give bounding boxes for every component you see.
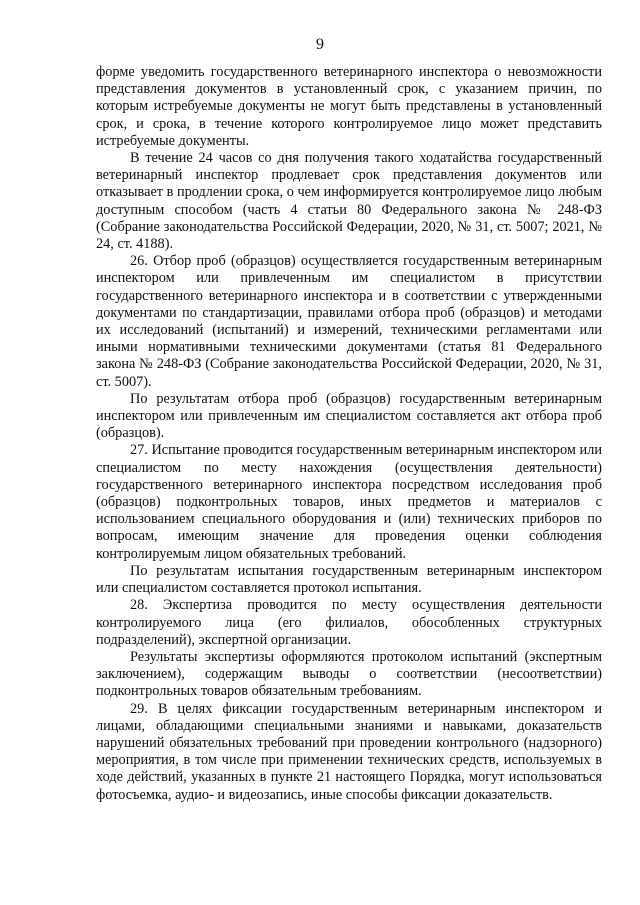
document-body — [96, 64, 602, 804]
paragraph-item-29: 29. В целях фиксации государственным ветеринарным инспектором и лицами, обладающими специальными знаниями и навыками, доказательств нарушений обязательных требований при проведении контрольного (надзорного) мероприятия, в том числе при применении технических средств, используемых в ходе действий, указанных в пункте 21 настоящего Порядка, могут использоваться фотосъемка, аудио- и видеозапись, иные способы фиксации доказательств. — [96, 700, 602, 803]
paragraph-item-27: 27. Испытание проводится государственным ветеринарным инспектором или специалистом по месту нахождения (осуществления деятельности) государственного ветеринарного инспектора посредством исследования проб (образцов) подконтрольных товаров, иных предметов и материалов с использованием специального оборудования и (или) технических приборов по вопросам, имеющим значение для проведения оценки соблюдения контролируемым лицом обязательных требований. — [96, 442, 602, 562]
paragraph-continuation: форме уведомить государственного ветеринарного инспектора о невозможности представления документов в установленный срок, с указанием причин, по которым истребуемые документы не могут быть представлены в установленный срок, и срока, в течение которого контролируемое лицо может представить истребуемые документы. — [96, 64, 602, 149]
paragraph-test-protocol: По результатам испытания государственным ветеринарным инспектором или специалистом составляется протокол испытания. — [96, 562, 602, 597]
paragraph-sampling-act: По результатам отбора проб (образцов) государственным ветеринарным инспектором или привлеченным им специалистом составляется акт отбора проб (образцов). — [96, 390, 602, 442]
paragraph-item-28: 28. Экспертиза проводится по месту осуществления деятельности контролируемого лица (его филиалов, обособленных структурных подразделений), экспертной организации. — [96, 597, 602, 648]
paragraph-item-26: 26. Отбор проб (образцов) осуществляется государственным ветеринарным инспектором или привлеченным им специалистом в присутствии государственного ветеринарного инспектора и в соответствии с утвержденными документами по стандартизации, правилами отбора проб (образцов) и методами их исследований (испытаний) и измерений, техническими регламентами или иными нормативными техническими документами (статья 81 Федерального закона № 248-ФЗ (Собрание законодательства Российской Федерации, 2020, № 31, ст. 5007). — [96, 253, 602, 390]
page-number: 9 — [316, 36, 324, 53]
paragraph-expertise-results: Результаты экспертизы оформляются протоколом испытаний (экспертным заключением), содержащим выводы о соответствии (несоответствии) подконтрольных товаров обязательным требованиям. — [96, 648, 602, 700]
paragraph-extension-decision: В течение 24 часов со дня получения такого ходатайства государственный ветеринарный инспектор продлевает срок представления документов или отказывает в продлении срока, о чем информируется контролируемое лицо любым доступным способом (часть 4 статьи 80 Федерального закона № 248-ФЗ (Собрание законодательства Российской Федерации, 2020, № 31, ст. 5007; 2021, № 24, ст. 4188). — [96, 150, 602, 253]
